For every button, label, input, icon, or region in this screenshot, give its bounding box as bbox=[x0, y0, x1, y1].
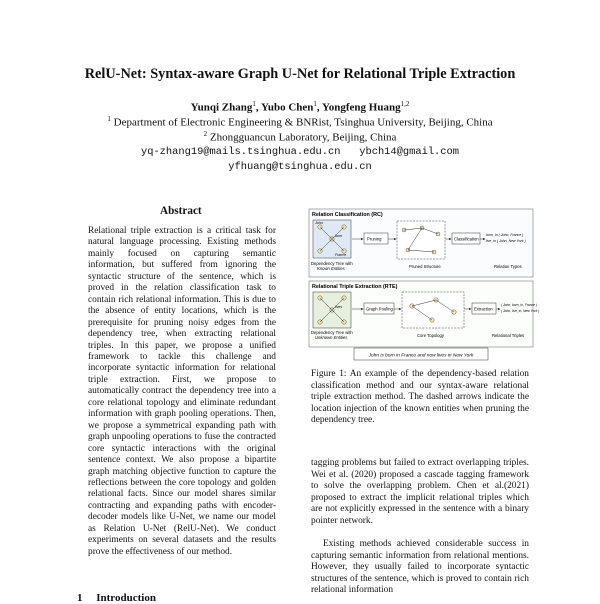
node-label: John bbox=[315, 221, 323, 225]
rte-extract-label: Extraction bbox=[474, 306, 493, 312]
affiliation-2 bbox=[0, 130, 600, 144]
rte-output: ( John, live_in, New York ) bbox=[501, 309, 540, 313]
author-affil-mark: 1,2 bbox=[400, 100, 410, 108]
figure-caption: Figure 1: An example of the dependency-based relation classification method and our syntax-aware relational triple extraction method. The dashed arrows indicate the location injection of the known entities when pruning the dependency tree. bbox=[311, 369, 529, 425]
rte-tree-label: Dependency Tree with bbox=[311, 330, 353, 335]
figure-1-diagram bbox=[308, 208, 540, 362]
affiliation-text: Zhongguancun Laboratory, Beijing, China bbox=[209, 131, 397, 144]
example-sentence: John is born in France and now lives in New York bbox=[368, 353, 474, 359]
email-link[interactable]: ybch14@gmail.com bbox=[359, 146, 460, 158]
rc-prune-label: Pruning bbox=[367, 236, 382, 242]
affiliation-mark: 2 bbox=[203, 130, 208, 138]
section-heading bbox=[77, 592, 156, 604]
paper-title: RelU-Net: Syntax-aware Graph U-Net for Relational Triple Extraction bbox=[84, 66, 516, 82]
affiliation-1 bbox=[0, 115, 600, 129]
author-affil-mark: 1 bbox=[313, 100, 317, 108]
rte-output: ( John, born_in, France ) bbox=[501, 303, 538, 307]
rc-types-label: Relation Types bbox=[494, 264, 522, 269]
author-list bbox=[0, 100, 600, 114]
affiliation-mark: 1 bbox=[107, 115, 111, 123]
body-paragraph-1: tagging problems but failed to extract overlapping triples. Wei et al. (2020) proposed a cascade tagging framework to solve the overlapping problem. Chen et al.(2021) proposed to extract the implicit relational triples which are not explicitly expressed in the sentence with a binary pointer network. bbox=[311, 458, 529, 526]
affiliation-text: Department of Electronic Engineering & BNRist, Tsinghua University, Beijing, China bbox=[113, 116, 493, 129]
email-line-2 bbox=[0, 161, 600, 173]
rc-pruned-label: Pruned Structure bbox=[409, 264, 441, 269]
body-paragraph-2: Existing methods achieved considerable success in capturing semantic information from relational mentions. However, they usually failed to incorporate syntactic structures of the sentence, which is proved to contain rich relational information bbox=[311, 539, 529, 596]
author-name: Yubo Chen bbox=[260, 101, 314, 114]
abstract-heading: Abstract bbox=[160, 205, 202, 217]
email-link[interactable]: yfhuang@tsinghua.edu.cn bbox=[228, 161, 372, 173]
abstract-text: Relational triple extraction is a critical task for natural language processing. Existing methods mainly focused on capturing semantic information, but suffered from ignoring the syntactic structure of the sentence, which is proved in the relation classification task to contain rich relational information. This is due to the absence of entity locations, which is the prerequisite for pruning noisy edges from the dependency tree, when extracting relational triples. In this paper, we propose a unified framework to tackle this challenge and incorporate syntactic information for relational triple extraction. First, we propose to automatically contract the dependency tree into a core relational topology and eliminate redundant information with graph pooling operations. Then, we propose a symmetrical expanding path with graph unpooling operations to fuse the contracted core syntactic interactions with the original sentence context. We also propose a bipartite graph matching objective function to capture the reflections between the core topology and golden relational facts. Since our model shares similar contracting and expanding paths with encoder-decoder models like U-Net, we name our model as Relation U-Net (RelU-Net). We conduct experiments on several datasets and the results prove the effectiveness of our method. bbox=[88, 226, 276, 557]
author-name: Yongfeng Huang bbox=[322, 101, 401, 114]
author-name: Yunqi Zhang bbox=[190, 101, 253, 114]
rte-title: Relational Triple Extraction (RTE) bbox=[312, 284, 398, 290]
rte-pool-label: Graph Pooling bbox=[366, 306, 393, 312]
author-separator: , bbox=[316, 101, 323, 114]
node-label: born bbox=[335, 234, 343, 238]
section-number: 1 bbox=[77, 592, 83, 604]
section-title: Introduction bbox=[96, 592, 156, 604]
rc-classify-label: Classification bbox=[454, 236, 479, 242]
rc-tree-label: Dependency Tree with bbox=[311, 261, 353, 266]
rte-core-label: Core Topology bbox=[417, 333, 444, 338]
rc-tree-label: Known Entities bbox=[317, 266, 345, 271]
email-line-1 bbox=[0, 146, 600, 158]
node-label: France bbox=[335, 253, 347, 257]
rte-triples-label: Relational Triples bbox=[492, 333, 525, 338]
rc-output: live_in ( John, New York ) bbox=[486, 239, 526, 243]
rc-output: born_in ( John, France ) bbox=[486, 233, 524, 237]
email-link[interactable]: yq-zhang19@mails.tsinghua.edu.cn bbox=[140, 146, 341, 158]
author-separator: , bbox=[255, 101, 261, 114]
rc-title: Relation Classification (RC) bbox=[312, 212, 383, 218]
node-label: lives bbox=[335, 305, 343, 309]
rte-tree-label: Unknown Entities bbox=[315, 335, 348, 340]
author-affil-mark: 1 bbox=[252, 100, 256, 108]
